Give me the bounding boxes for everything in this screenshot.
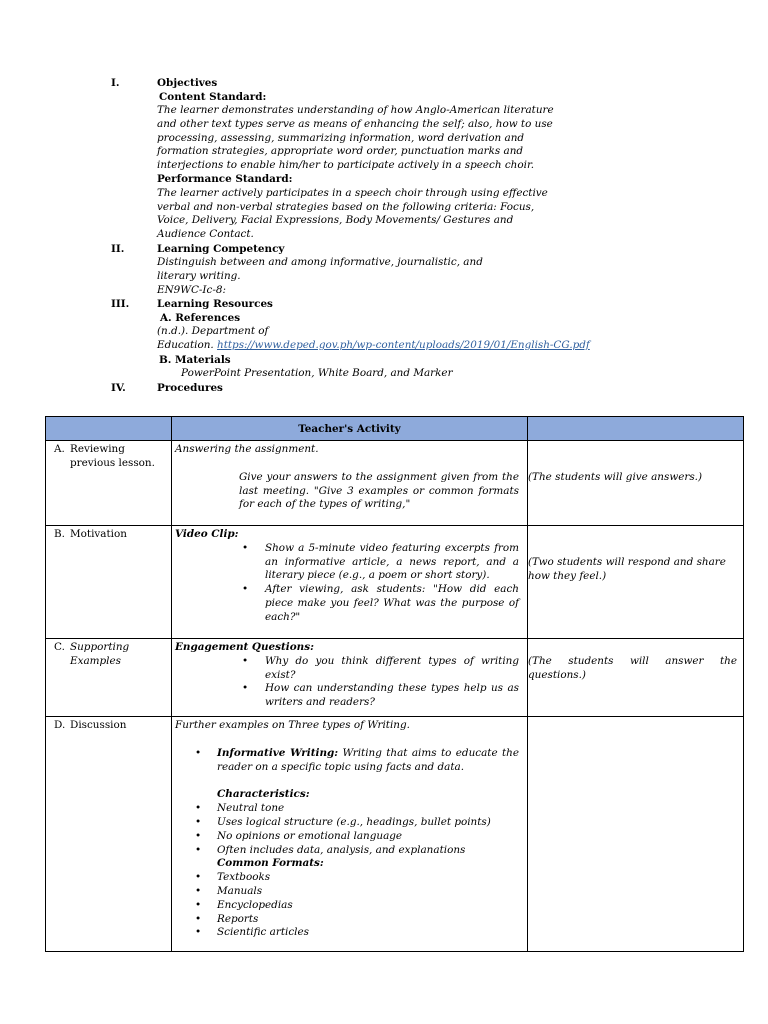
row-letter: C.: [54, 641, 65, 653]
row-label-cell: [46, 441, 172, 526]
list-item: • No opinions or emotional language: [175, 830, 519, 844]
row-letter: B.: [54, 528, 65, 540]
section-title: Objectives: [157, 77, 218, 89]
characteristics-label: Characteristics:: [217, 788, 310, 801]
response-cell: [528, 526, 744, 639]
activity-bullets: [175, 542, 519, 625]
formats-list: [175, 871, 519, 940]
list-item: • Textbooks: [175, 871, 519, 885]
list-item: • Informative Writing: Writing that aims to educate the reader on a specific topic using facts and data.: [175, 747, 519, 775]
list-item: • Reports: [175, 913, 519, 927]
student-response: (Two students will respond and share how they feel.): [528, 556, 726, 582]
row-label: Motivation: [70, 528, 127, 540]
list-item: • Show a 5-minute video featuring excerpts from an informative article, a news report, and a literary piece (e.g., a poem or short story).: [175, 542, 519, 583]
activity-bullets: [175, 655, 519, 710]
procedures-heading: [0, 381, 768, 395]
activity-cell: [172, 716, 528, 951]
response-cell: [528, 716, 744, 951]
response-cell: [528, 441, 744, 526]
activity-intro: Answering the assignment.: [175, 443, 319, 455]
list-item: • Why do you think different types of writing exist?: [175, 655, 519, 683]
objectives-heading: [0, 76, 768, 90]
activity-heading: Engagement Questions:: [175, 641, 314, 653]
student-response: (The students will answer the questions.): [528, 655, 737, 681]
materials-label: B. Materials: [159, 353, 231, 366]
characteristics-list: [175, 802, 519, 857]
activity-cell: [172, 526, 528, 639]
section-title: Learning Competency: [157, 242, 285, 255]
row-label: Reviewing previous lesson.: [70, 443, 155, 469]
reference-citation: Education. https://www.deped.gov.ph/wp-content/uploads/2019/01/English-CG.pdf: [157, 339, 590, 352]
header-empty-cell: [46, 417, 172, 441]
list-item: • Manuals: [175, 885, 519, 899]
roman-numeral: II.: [111, 242, 125, 255]
table-row: [46, 639, 744, 717]
procedures-table: [45, 416, 744, 952]
competency-code: EN9WC-Ic-8:: [157, 283, 226, 296]
list-item: • After viewing, ask students: "How did each piece make you feel? What was the purpose of each?": [175, 583, 519, 624]
competency-text: Distinguish between and among informative, journalistic, and literary writing.: [157, 255, 483, 282]
informative-writing-label: Informative Writing:: [217, 746, 339, 759]
table-row: [46, 441, 744, 526]
references-label: A. References: [160, 312, 241, 325]
row-label: Discussion: [70, 718, 127, 731]
roman-numeral: IV.: [111, 381, 126, 394]
response-cell: [528, 639, 744, 717]
section-title: Learning Resources: [157, 298, 273, 311]
content-standard-text: The learner demonstrates understanding of how Anglo-American literature and other text types serve as means of enhancing the self; also, how to use processing, assessing, summarizing information, word derivation and formation strategies, appropriate word order, punctuation marks and interjections to enable him/her to participate actively in a speech choir. Performance Standard:: [157, 104, 554, 185]
row-letter: A.: [54, 443, 65, 455]
formats-label: Common Formats:: [217, 857, 324, 870]
table-row: [46, 716, 744, 951]
performance-standard-text: The learner actively participates in a speech choir through using effective verbal and non-verbal strategies based on the following criteria: Focus, Voice, Delivery, Facial Expressions, Body Movements/ Gestures and Audience Contact.: [157, 186, 548, 241]
list-item: • Often includes data, analysis, and explanations: [175, 844, 519, 858]
table-row: [46, 526, 744, 639]
roman-numeral: I.: [111, 77, 120, 89]
table-header-row: [46, 417, 744, 441]
section-title: Procedures: [157, 381, 223, 394]
activity-instruction: Give your answers to the assignment given from the last meeting. "Give 3 examples or common formats for each of the types of writing,": [239, 470, 519, 511]
activity-cell: [172, 639, 528, 717]
content-standard-label: Content Standard:: [159, 91, 267, 103]
list-item: • Encyclopedias: [175, 899, 519, 913]
reference-line: (n.d.). Department of: [157, 325, 269, 338]
row-label-cell: [46, 716, 172, 951]
reference-link[interactable]: https://www.deped.gov.ph/wp-content/uploads/2019/01/English-CG.pdf: [217, 339, 590, 352]
header-student-activity: [528, 417, 744, 441]
roman-numeral: III.: [111, 298, 130, 311]
informative-writing-bullet: [175, 747, 519, 775]
row-label: Supporting Examples: [70, 641, 130, 667]
student-response: (The students will give answers.): [528, 471, 703, 483]
row-label-cell: [46, 526, 172, 639]
lesson-outline: [0, 76, 768, 395]
materials-text: PowerPoint Presentation, White Board, and Marker: [181, 366, 453, 379]
list-item: • Scientific articles: [175, 926, 519, 940]
student-response: [528, 717, 743, 719]
list-item: • Neutral tone: [175, 802, 519, 816]
list-item: • How can understanding these types help us as writers and readers?: [175, 682, 519, 710]
resources-heading: [0, 297, 768, 311]
activity-cell: [172, 441, 528, 526]
row-label-cell: [46, 639, 172, 717]
header-teacher-activity: Teacher's Activity: [172, 417, 528, 441]
performance-standard-label: Performance Standard:: [157, 172, 293, 185]
list-item: • Uses logical structure (e.g., headings, bullet points): [175, 816, 519, 830]
row-letter: D.: [54, 718, 66, 731]
competency-heading: [0, 242, 768, 256]
activity-heading: Video Clip:: [175, 528, 239, 540]
activity-intro: Further examples on Three types of Writing.: [175, 718, 410, 731]
